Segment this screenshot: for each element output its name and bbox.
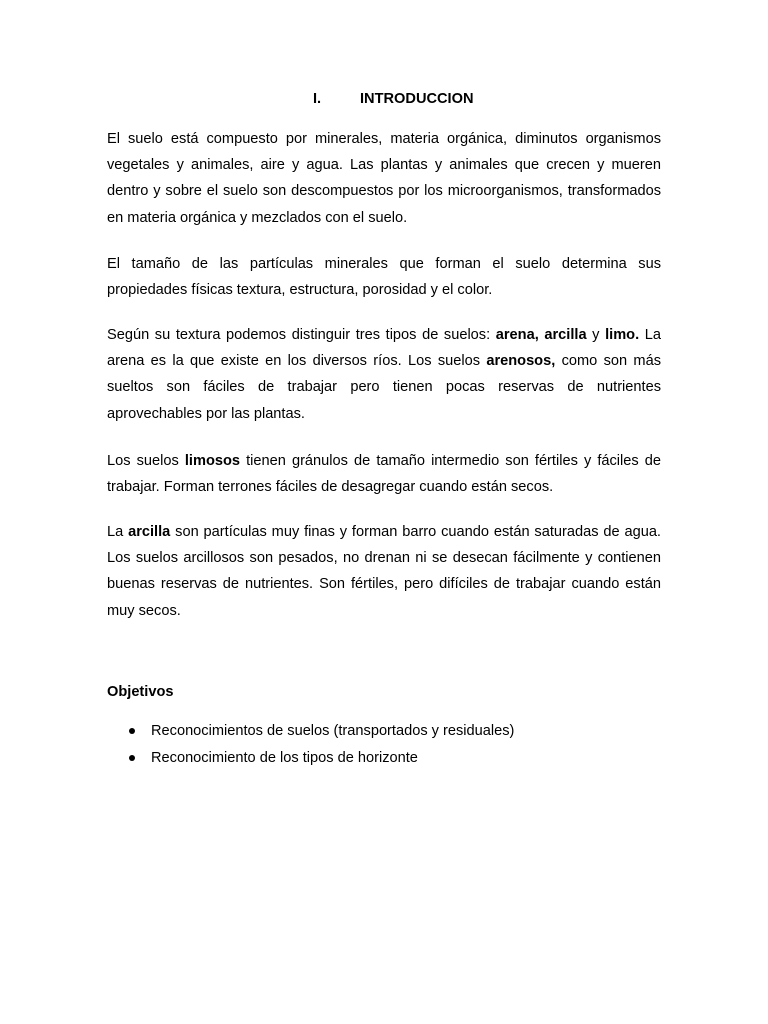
bullet-icon: [129, 728, 135, 734]
section-heading: [0, 91, 768, 111]
paragraph-silty-soils: [107, 448, 661, 500]
list-item: [107, 746, 514, 773]
paragraph-text: son partículas muy finas y forman barro cuando están saturadas de agua. Los suelos arcillosos son pesados, no drenan ni se desecan fácilmente y contienen buenas reservas de nutrientes. Son fértiles, pero difíciles de trabajar cuando están muy secos.: [107, 524, 661, 619]
paragraph-text: tienen gránulos de tamaño intermedio son fértiles y fáciles de trabajar. Forman terrones fáciles de desagregar cuando están secos.: [107, 453, 661, 496]
list-item-text: Reconocimientos de suelos (transportados y residuales): [151, 723, 515, 739]
paragraph-text: El suelo está compuesto por minerales, materia orgánica, diminutos organismos vegetales y animales, aire y agua. Las plantas y animales que crecen y mueren dentro y sobre el suelo son descompuestos por los microorganismos, transformados en materia orgánica y mezclados con el suelo.: [107, 131, 661, 226]
paragraph-soil-types: [107, 322, 661, 427]
paragraph-text: Los suelos: [107, 453, 185, 469]
bold-term: limosos: [184, 453, 241, 469]
bullet-icon: [129, 755, 135, 761]
objectives-title: Objetivos: [107, 684, 174, 700]
paragraph-particle-size: [107, 251, 661, 303]
list-item-text: Reconocimiento de los tipos de horizonte: [151, 750, 418, 766]
paragraph-text: Según su textura podemos distinguir tres tipos de suelos:: [107, 327, 496, 343]
bold-term: limo.: [605, 327, 640, 343]
paragraph-text: La: [107, 524, 129, 540]
paragraph-clay-soils: [107, 519, 661, 624]
paragraph-soil-composition: [107, 126, 661, 231]
bold-term: arcilla: [128, 524, 171, 540]
paragraph-text: como son más sueltos son fáciles de trabajar pero tienen pocas reservas de nutrientes aprovechables por las plantas.: [107, 353, 662, 422]
paragraph-text: El tamaño de las partículas minerales que forman el suelo determina sus propiedades físicas textura, estructura, porosidad y el color.: [107, 256, 661, 299]
paragraph-text: La arena es la que existe en los diversos ríos. Los suelos: [107, 327, 661, 370]
list-item: [107, 719, 514, 746]
section-title: INTRODUCCION: [360, 91, 474, 107]
paragraph-text: y: [586, 327, 606, 343]
bold-term: arenosos,: [486, 353, 556, 370]
bold-term: arena, arcilla: [495, 327, 587, 343]
section-number: I.: [313, 91, 322, 107]
objectives-list: [107, 719, 514, 773]
